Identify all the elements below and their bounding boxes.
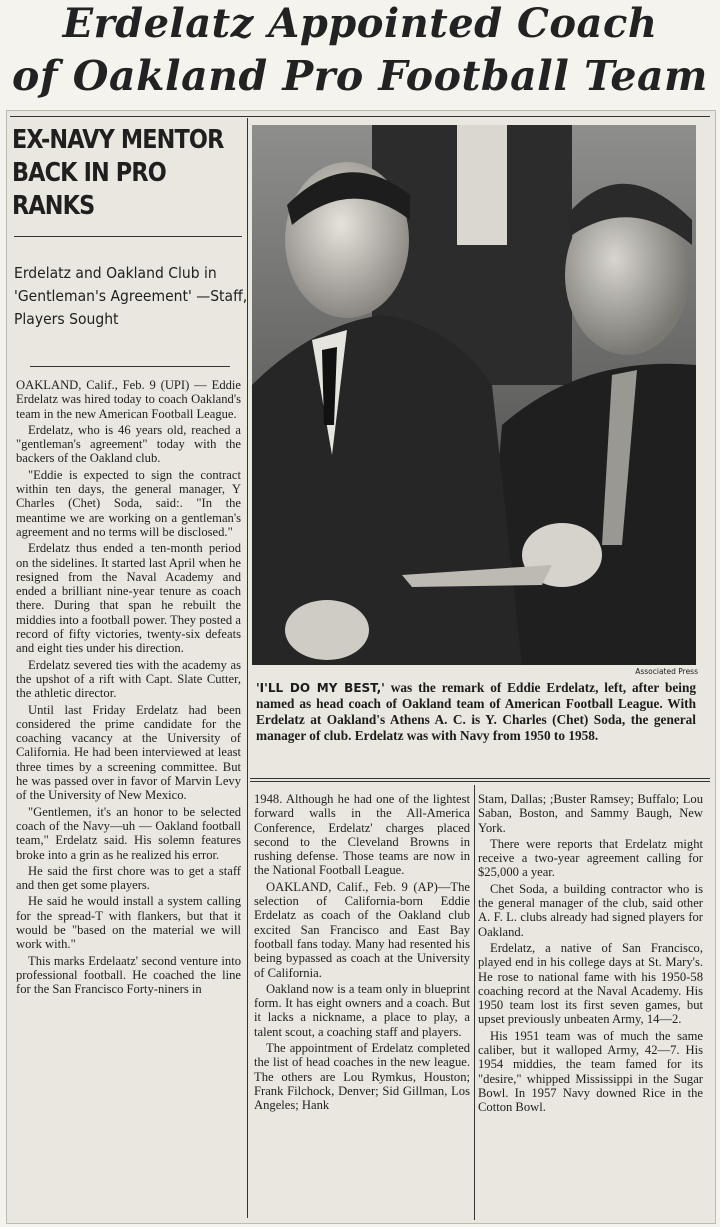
paragraph: There were reports that Erdelatz might receive a two-year agreement calling for $25,000 a year.	[478, 836, 703, 880]
paragraph: The appointment of Erdelatz completed the list of head coaches in the new league. The others are Lou Rymkus, Houston; Frank Filchock, Denver; Sid Gillman, Los Angeles; Hank	[254, 1041, 470, 1113]
deck-rule-bottom	[30, 366, 230, 367]
story-column-3	[478, 792, 703, 1117]
deck-headline: Erdelatz and Oakland Club in 'Gentleman's Agreement' —Staff, Players Sought	[14, 264, 248, 328]
headline-line-1: Erdelatz Appointed Coach	[62, 0, 658, 47]
paragraph: Erdelatz, a native of San Francisco, played end in his college days at St. Mary's. He rose to national fame with his 1950-58 coaching record at the Naval Academy. His 1950 team lost its first seven games, but upset previously unbeaten Army, 14—2.	[478, 940, 703, 1027]
paragraph: 1948. Although he had one of the lightest forward walls in the All-America Conference, Erdelatz' charges placed second to the Cleveland Browns in rushing defense. Those teams are now in the National Football League.	[254, 792, 470, 878]
paragraph: Until last Friday Erdelatz had been considered the prime candidate for the coaching vacancy at the University of California. He had been interviewed at least three times by a screening committee. But he was passed over in favor of Marvin Levy of the University of New Mexico.	[16, 702, 241, 803]
photo-caption	[256, 680, 696, 744]
deck-rule	[14, 236, 242, 237]
story-column-2	[254, 792, 470, 1115]
kicker-headline: EX-NAVY MENTOR BACK IN PRO RANKS	[12, 125, 224, 221]
paragraph: He said he would install a system calling for the spread-T with flankers, but that it would be "based on the material we will work with."	[16, 894, 241, 952]
paragraph: His 1951 team was of much the same caliber, but it walloped Army, 42—7. His 1954 middies, the team famed for its "desire," whipped Mississippi in the Sugar Bowl. In 1957 Navy downed Rice in the Cotton Bowl.	[478, 1028, 703, 1115]
paragraph: Erdelatz, who is 46 years old, reached a "gentleman's agreement" today with the backers of the Oakland club.	[16, 422, 241, 466]
left-column	[12, 124, 242, 223]
top-rule	[10, 116, 710, 117]
photo-illustration	[252, 125, 696, 665]
paragraph: Oakland now is a team only in blueprint form. It has eight owners and a coach. But it lacks a nickname, a place to play, a talent scout, a coaching staff and players.	[254, 981, 470, 1039]
story-divider-2	[250, 781, 710, 782]
paragraph: OAKLAND, Calif., Feb. 9 (UPI) — Eddie Erdelatz was hired today to coach Oakland's team in the new American Football League.	[16, 378, 241, 421]
paragraph: Erdelatz severed ties with the academy as the upshot of a rift with Capt. Slate Cutter, the athletic director.	[16, 657, 241, 701]
column-rule-mid	[474, 785, 475, 1220]
paragraph: OAKLAND, Calif., Feb. 9 (AP)—The selection of California-born Eddie Erdelatz as coach of the Oakland club excited San Francisco and East Bay football fans today. Many had resented his being bypassed as coach at the University of California.	[254, 879, 470, 980]
story-divider	[250, 778, 710, 779]
paragraph: "Gentlemen, it's an honor to be selected coach of the Navy—uh — Oakland football team," Erdelatz said. His solemn features broke into a grin as he realized his error.	[16, 804, 241, 862]
paragraph: Erdelatz thus ended a ten-month period on the sidelines. It started last April when he resigned from the Naval Academy and ended a brilliant nine-year tenure as coach there. During that span he rebuilt the middies into a football power. They posted a record of fifty victories, twenty-six defeats and eight ties under his direction.	[16, 541, 241, 656]
caption-text: was the remark of Eddie Erdelatz, left, after being named as head coach of Oakland team of American Football League. With Erdelatz at Oakland's Athens A. C. is Y. Charles (Chet) Soda, the general manager of club. Erdelatz was with Navy from 1950 to 1958.	[256, 680, 696, 743]
paragraph: Stam, Dallas; ;Buster Ramsey; Buffalo; Lou Saban, Boston, and Sammy Baugh, New York.	[478, 792, 703, 835]
headline-line-2: of Oakland Pro Football Team	[12, 52, 708, 100]
paragraph: "Eddie is expected to sign the contract within ten days, the general manager, Y Charles (Chet) Soda, said:. "In the meantime we are working on a gentleman's agreement and no terms will be disclosed."	[16, 467, 241, 539]
photo-credit: Associated Press	[635, 667, 698, 676]
story-column-1	[16, 378, 241, 998]
news-photo	[252, 125, 696, 665]
paragraph: This marks Erdelaatz' second venture into professional football. He coached the line for the San Francisco Forty-niners in	[16, 953, 241, 997]
paragraph: Chet Soda, a building contractor who is the general manager of the club, said other A. F. L. clubs already had signed players for Oakland.	[478, 881, 703, 939]
paragraph: He said the first chore was to get a staff and then get some players.	[16, 863, 241, 893]
deck-block	[14, 262, 248, 331]
caption-lead: 'I'LL DO MY BEST,'	[256, 681, 385, 695]
